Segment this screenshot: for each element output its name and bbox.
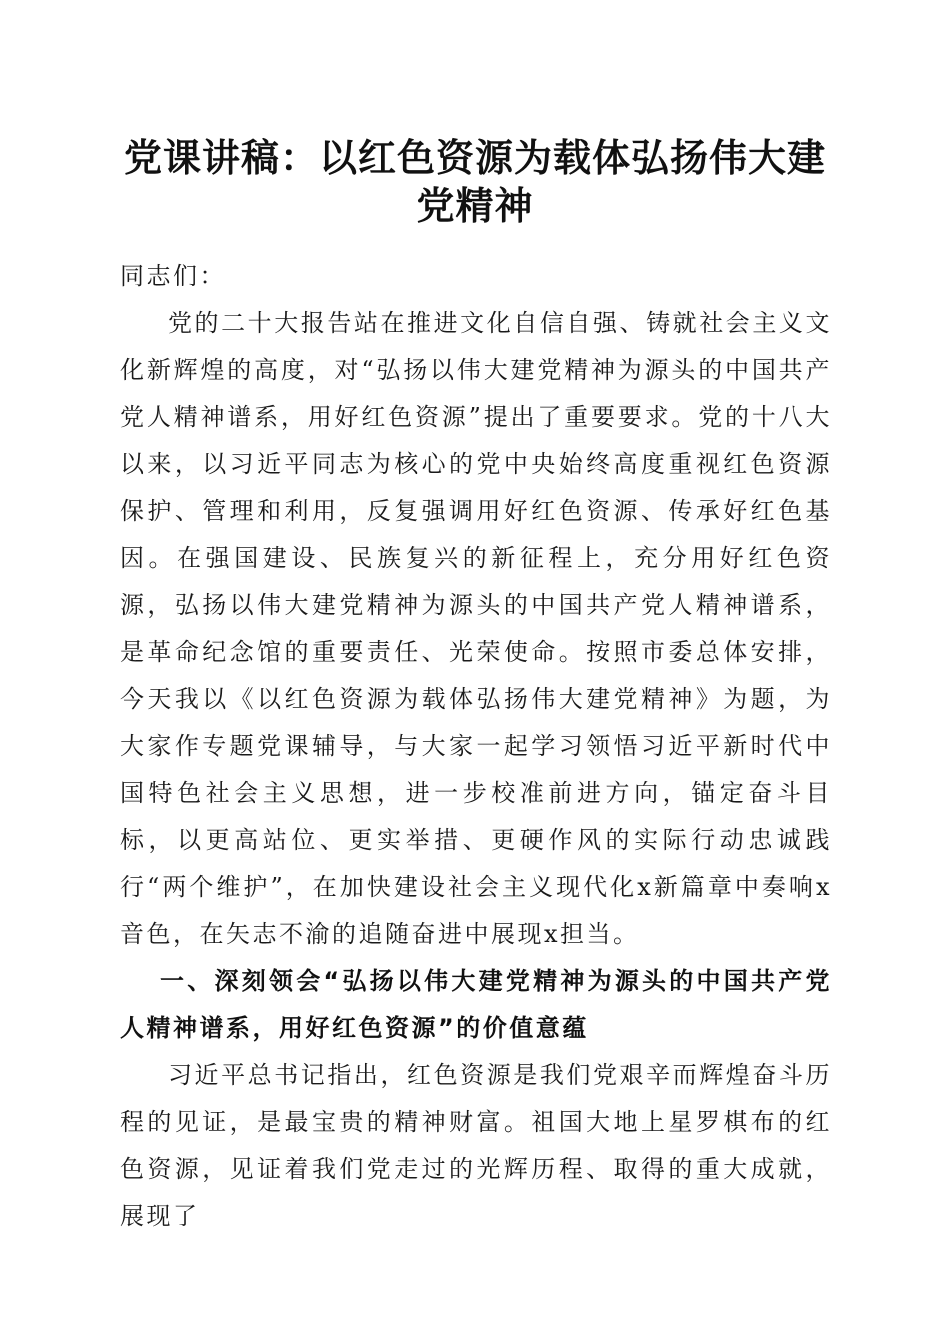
paragraph-intro: 党的二十大报告站在推进文化自信自强、铸就社会主义文化新辉煌的高度，对“弘扬以伟大建党精神为源头的中国共产党人精神谱系，用好红色资源”提出了重要要求。党的十八大以来，以习近平同志为核心的党中央始终高度重视红色资源保护、管理和利用，反复强调用好红色资源、传承好红色基因。在强国建设、民族复兴的新征程上，充分用好红色资源，弘扬以伟大建党精神为源头的中国共产党人精神谱系，是革命纪念馆的重要责任、光荣使命。按照市委总体安排，今天我以《以红色资源为载体弘扬伟大建党精神》为题，为大家作专题党课辅导，与大家一起学习领悟习近平新时代中国特色社会主义思想，进一步校准前进方向，锚定奋斗目标，以更高站位、更实举措、更硬作风的实际行动忠诚践行“两个维护”，在加快建设社会主义现代化x新篇章中奏响x音色，在矢志不渝的追随奋进中展现x担当。 bbox=[120, 309, 832, 948]
paragraph-section-1: 习近平总书记指出，红色资源是我们党艰辛而辉煌奋斗历程的见证，是最宝贵的精神财富。祖国大地上星罗棋布的红色资源，见证着我们党走过的光辉历程、取得的重大成就，展现了 bbox=[120, 1061, 832, 1230]
document-title: 党课讲稿：以红色资源为载体弘扬伟大建党精神 bbox=[123, 135, 826, 228]
section-heading-1: 一、深刻领会“弘扬以伟大建党精神为源头的中国共产党人精神谱系，用好红色资源”的价值意蕴 bbox=[120, 967, 832, 1042]
salutation: 同志们： bbox=[120, 262, 226, 290]
document-body bbox=[120, 253, 832, 1240]
